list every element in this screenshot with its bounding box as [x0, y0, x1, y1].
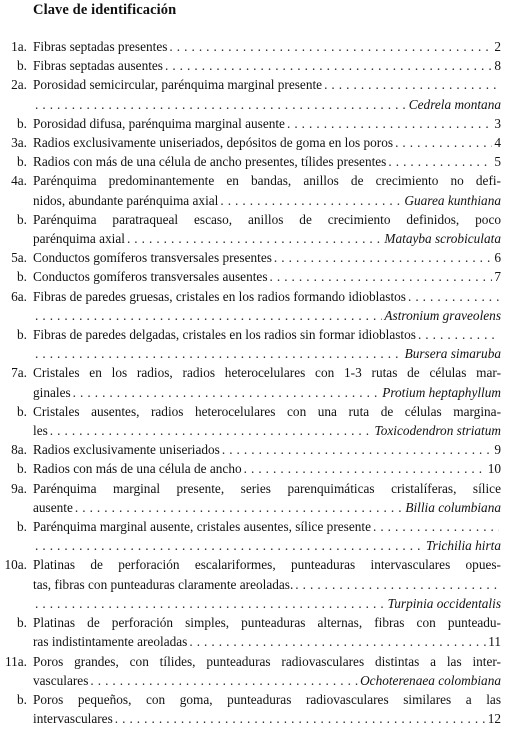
next-couplet-number: 6 [494, 250, 501, 266]
dot-leader [127, 229, 382, 248]
entry-text: vasculares [33, 672, 89, 688]
key-entry [0, 517, 507, 555]
species-name: Protium heptaphyllum [382, 384, 501, 400]
couplet-number: 11a. [4, 653, 27, 669]
dot-leader [274, 248, 492, 267]
couplet-number: b. [17, 691, 27, 707]
entry-text: Fibras septadas presentes [33, 39, 168, 54]
species-name: Bursera simaruba [404, 346, 501, 362]
dot-leader [295, 575, 499, 594]
page-title: Clave de identificación [33, 2, 177, 18]
species-name: Billia columbiana [405, 499, 501, 515]
dot-leader [90, 671, 358, 690]
key-entry [0, 690, 507, 728]
entry-text: Parénquima paratraqueal escaso, anillos de crecimiento definidos, poco [33, 211, 501, 227]
couplet-number: 5a. [11, 250, 27, 266]
couplet-number: b. [17, 461, 27, 477]
entry-text: ausente [33, 499, 73, 515]
dot-leader [222, 440, 492, 459]
dot-leader [324, 75, 499, 94]
dot-leader [169, 37, 492, 56]
entry-text: Cristales en los radios, radios heterocelulares con 1-3 rutas de células mar- [33, 365, 501, 381]
couplet-number: b. [17, 615, 27, 631]
dot-leader [388, 152, 492, 171]
entry-text: les [33, 423, 48, 439]
dot-leader [418, 325, 499, 344]
dot-leader [35, 536, 424, 555]
couplet-number: 10a. [4, 557, 27, 573]
couplet-number: b. [17, 58, 27, 74]
dot-leader [287, 114, 492, 133]
dot-leader [73, 383, 381, 402]
entry-text: Radios exclusivamente uniseriados, depósitos de goma en los poros [33, 135, 394, 151]
key-entry [0, 479, 507, 517]
entry-text: Parénquima predominantemente en bandas, anillos de crecimiento no defi- [33, 173, 501, 189]
dot-leader [408, 287, 499, 306]
key-entry [0, 555, 507, 613]
couplet-number: 2a. [11, 77, 27, 93]
entry-text: Radios con más de una célula de ancho presentes, tílides presentes [33, 154, 387, 170]
entry-text: Porosidad difusa, parénquima marginal ausente [33, 115, 285, 131]
key-entry [0, 133, 507, 152]
dot-leader [270, 267, 493, 286]
entry-text: Poros grandes, con tílides, punteaduras radiovasculares distintas a las inter- [33, 653, 501, 669]
key-entry [0, 152, 507, 171]
entry-text: parénquima axial [33, 231, 125, 247]
key-entry [0, 440, 507, 459]
dot-leader [50, 421, 373, 440]
species-name: Matayba scrobiculata [384, 231, 501, 247]
couplet-number: b. [17, 115, 27, 131]
couplet-number: 1a. [11, 39, 27, 54]
dot-leader [115, 709, 486, 728]
couplet-number: 9a. [11, 480, 27, 496]
next-couplet-number: 3 [494, 115, 501, 131]
key-entry [0, 37, 507, 56]
dot-leader [75, 498, 403, 517]
entry-text: Poros pequeños, con goma, punteaduras radiovasculares similares a las [33, 691, 501, 707]
dot-leader [35, 95, 407, 114]
key-entry [0, 325, 507, 363]
species-name: Ochoterenaea colombiana [360, 672, 501, 688]
couplet-number: 8a. [11, 442, 27, 458]
species-name: Trichilia hirta [426, 538, 501, 554]
key-entries [0, 37, 507, 728]
species-name: Guarea kunthiana [404, 192, 501, 208]
key-entry [0, 210, 507, 248]
key-entry [0, 402, 507, 440]
entry-text: Platinas de perforación escalariformes, punteaduras intervasculares opues- [33, 557, 501, 573]
dot-leader [373, 517, 499, 536]
couplet-number: 4a. [11, 173, 27, 189]
species-name: Cedrela montana [408, 96, 501, 112]
key-entry [0, 56, 507, 75]
couplet-number: b. [17, 327, 27, 343]
dot-leader [165, 56, 492, 75]
key-entry [0, 287, 507, 325]
entry-text: Platinas de perforación simples, punteaduras alternas, fibras con punteadu- [33, 615, 501, 631]
entry-text: Fibras septadas ausentes [33, 58, 163, 74]
dot-leader [35, 306, 382, 325]
next-couplet-number: 5 [494, 154, 501, 170]
entry-text: tas, fibras con punteaduras claramente areoladas. [33, 576, 294, 592]
couplet-number: 7a. [11, 365, 27, 381]
entry-text: Parénquima marginal presente, series parenquimáticas cristalíferas, sílice [33, 480, 501, 496]
dot-leader [244, 459, 486, 478]
entry-text: Fibras de paredes gruesas, cristales en los radios formando idioblastos [33, 288, 406, 304]
entry-text: Fibras de paredes delgadas, cristales en los radios sin formar idioblastos [33, 327, 416, 343]
couplet-number: b. [17, 403, 27, 419]
key-entry [0, 114, 507, 133]
couplet-number: b. [17, 269, 27, 285]
couplet-number: b. [17, 154, 27, 170]
entry-text: ginales [33, 384, 71, 400]
next-couplet-number: 8 [494, 58, 501, 74]
couplet-number: 3a. [11, 135, 27, 151]
entry-text: Radios con más de una célula de ancho [33, 461, 242, 477]
species-name: Turpinia occidentalis [387, 595, 501, 611]
dot-leader [395, 133, 492, 152]
couplet-number: b. [17, 211, 27, 227]
dot-leader [35, 344, 403, 363]
next-couplet-number: 2 [494, 39, 501, 54]
key-entry [0, 363, 507, 401]
next-couplet-number: 7 [494, 269, 501, 285]
next-couplet-number: 4 [494, 135, 501, 151]
next-couplet-number: 12 [487, 711, 501, 727]
species-name: Astronium graveolens [384, 307, 501, 323]
next-couplet-number: 10 [487, 461, 501, 477]
entry-text: Radios exclusivamente uniseriados [33, 442, 220, 458]
entry-text: Conductos gomíferos transversales presentes [33, 250, 272, 266]
entry-text: nidos, abundante parénquima axial [33, 192, 219, 208]
entry-text: Porosidad semicircular, parénquima marginal presente [33, 77, 323, 93]
couplet-number: 6a. [11, 288, 27, 304]
dot-leader [220, 191, 402, 210]
key-entry [0, 613, 507, 651]
couplet-number: b. [17, 519, 27, 535]
entry-text: intervasculares [33, 711, 113, 727]
next-couplet-number: 9 [494, 442, 501, 458]
next-couplet-number: 11 [488, 634, 501, 650]
entry-text: Conductos gomíferos transversales ausentes [33, 269, 268, 285]
entry-text: ras indistintamente areoladas [33, 634, 188, 650]
key-entry [0, 267, 507, 286]
key-entry [0, 652, 507, 690]
dot-leader [35, 594, 386, 613]
entry-text: Parénquima marginal ausente, cristales ausentes, sílice presente [33, 519, 371, 535]
entry-text: Cristales ausentes, radios heterocelulares con una ruta de células margina- [33, 403, 501, 419]
species-name: Toxicodendron striatum [374, 423, 501, 439]
key-entry [0, 75, 507, 113]
key-entry [0, 171, 507, 209]
key-entry [0, 248, 507, 267]
dot-leader [189, 632, 486, 651]
key-entry [0, 459, 507, 478]
